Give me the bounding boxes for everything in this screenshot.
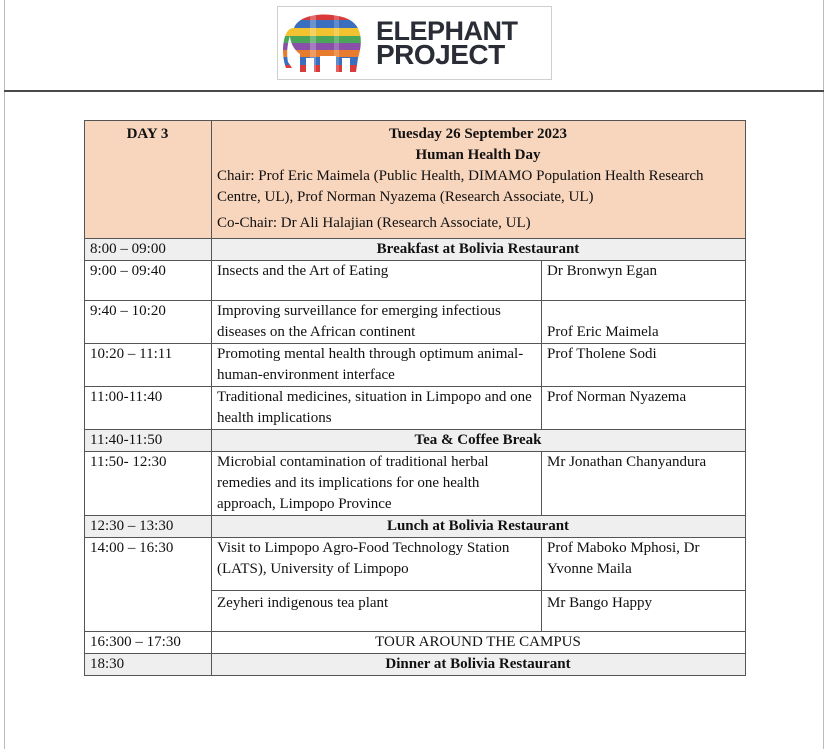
topic-cell: Visit to Limpopo Agro-Food Technology Station (LATS), University of Limpopo	[212, 538, 542, 591]
page-edge-right	[823, 0, 824, 749]
table-row	[85, 632, 746, 654]
speaker-cell: Prof Eric Maimela	[542, 301, 746, 344]
table-row	[85, 654, 746, 676]
tour-title: TOUR AROUND THE CAMPUS	[212, 632, 746, 654]
logo-text	[376, 16, 518, 70]
time-cell: 14:00 – 16:30	[85, 538, 212, 632]
day-label: DAY 3	[85, 121, 212, 239]
table-row	[85, 239, 746, 261]
topic-cell: Improving surveillance for emerging infectious diseases on the African continent	[212, 301, 542, 344]
page-edge-left	[4, 0, 5, 749]
time-cell: 16:300 – 17:30	[85, 632, 212, 654]
elephant-project-logo	[277, 6, 552, 80]
time-cell: 11:40-11:50	[85, 430, 212, 452]
time-cell: 9:00 – 09:40	[85, 261, 212, 301]
header-rule	[4, 90, 824, 92]
table-row	[85, 538, 746, 591]
day-date: Tuesday 26 September 2023	[389, 126, 567, 142]
table-row	[85, 261, 746, 301]
break-title: Tea & Coffee Break	[212, 430, 746, 452]
day-theme: Human Health Day	[415, 147, 541, 163]
time-cell: 11:50- 12:30	[85, 452, 212, 516]
table-row	[85, 516, 746, 538]
topic-cell: Zeyheri indigenous tea plant	[212, 591, 542, 632]
table-row	[85, 452, 746, 516]
break-title: Breakfast at Bolivia Restaurant	[212, 239, 746, 261]
day-header-details	[212, 121, 746, 239]
topic-cell: Traditional medicines, situation in Limpopo and one health implications	[212, 387, 542, 430]
break-title: Dinner at Bolivia Restaurant	[212, 654, 746, 676]
elephant-word-cloud-icon	[280, 8, 376, 78]
cochair-text: Co-Chair: Dr Ali Halajian (Research Associate, UL)	[217, 215, 531, 231]
schedule-table	[84, 120, 746, 676]
time-cell: 8:00 – 09:00	[85, 239, 212, 261]
speaker-cell: Prof Maboko Mphosi, Dr Yvonne Maila	[542, 538, 746, 591]
logo-line2: PROJECT	[376, 39, 505, 70]
topic-cell: Promoting mental health through optimum animal-human-environment interface	[212, 344, 542, 387]
time-cell: 18:30	[85, 654, 212, 676]
logo-line1: ELEPHANT	[376, 16, 518, 46]
speaker-cell: Dr Bronwyn Egan	[542, 261, 746, 301]
speaker-cell: Prof Norman Nyazema	[542, 387, 746, 430]
table-row	[85, 387, 746, 430]
topic-cell: Microbial contamination of traditional herbal remedies and its implications for one health approach, Limpopo Province	[212, 452, 542, 516]
time-cell: 12:30 – 13:30	[85, 516, 212, 538]
time-cell: 10:20 – 11:11	[85, 344, 212, 387]
day-header-row	[85, 121, 746, 239]
topic-cell: Insects and the Art of Eating	[212, 261, 542, 301]
chair-text: Chair: Prof Eric Maimela (Public Health, DIMAMO Population Health Research Centre, UL), Prof Norman Nyazema (Research Associate, UL)	[217, 168, 704, 205]
break-title: Lunch at Bolivia Restaurant	[212, 516, 746, 538]
time-cell: 9:40 – 10:20	[85, 301, 212, 344]
table-row	[85, 344, 746, 387]
table-row	[85, 430, 746, 452]
speaker-cell: Prof Tholene Sodi	[542, 344, 746, 387]
speaker-cell: Mr Jonathan Chanyandura	[542, 452, 746, 516]
speaker-cell: Mr Bango Happy	[542, 591, 746, 632]
table-row	[85, 301, 746, 344]
time-cell: 11:00-11:40	[85, 387, 212, 430]
